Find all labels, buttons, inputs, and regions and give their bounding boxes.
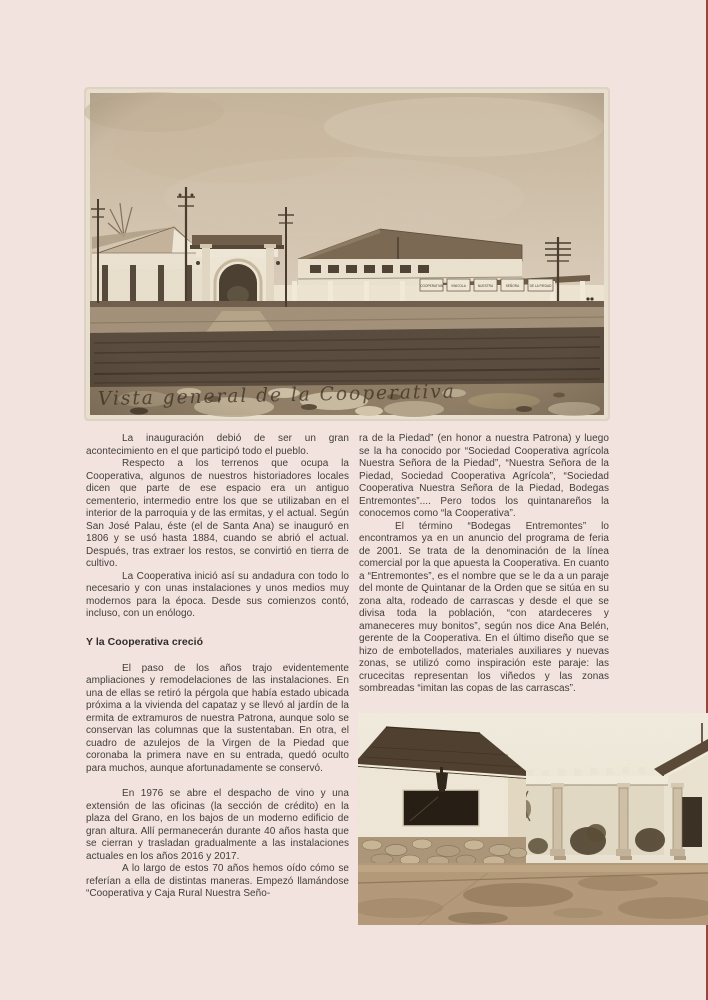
paragraph: En 1976 se abre el despacho de vino y una extensión de las oficinas (la sección de crédito) en la plaza del Grano, en los bajos de un moderno edificio de gran altura. Allí permanecerán durante 40 años hasta que se cierran y trasladan gradualmente a las instalaciones actuales en los años 2016 y 2017. — [86, 788, 349, 862]
paragraph: La Cooperativa inició así su andadura con todo lo necesario y con unas instalaciones y unos medios muy modernos para la época. Desde sus comienzos contó, incluso, con un enólogo. — [86, 570, 349, 619]
paragraph: ra de la Piedad” (en honor a nuestra Patrona) y luego se la ha conocido por “Sociedad Cooperativa agrícola Nuestra Señora de la Piedad”, “Nuestra Señora de la Piedad, Sociedad Cooperativa Agrícola”, “Sociedad Cooperativa Nuestra Señora de la Piedad, Bodegas Entremontes”.... Pero todos los quintanareños la conocemos como “la Cooperativa”. — [359, 433, 609, 519]
paragraph: Respecto a los terrenos que ocupa la Cooperativa, algunos de nuestros historiadores locales dicen que parte de ese espacio era un antiguo cementerio, intermedio entre los que se utilizaban en el interior de la parroquia y de las ermitas, y el actual. Según San José Palau, éste (el de Santa Ana) se inauguró en 1806 y se usó hasta 1884, cuando se abrió el actual. Después, tras extraer los restos, se convirtió en tierra de cultivo. — [86, 458, 349, 569]
paragraph: La inauguración debió de ser un gran acontecimiento en el que participó todo el pueblo. — [86, 433, 349, 457]
paragraph: El término “Bodegas Entremontes” lo encontramos ya en un anuncio del programa de feria de 2001. Se trata de la denominación de la línea comercial por la que apuesta la Cooperativa. En cuanto a “Entremontes”, es el nombre que se le da a un paraje del monte de Quintanar de la Orden que se sitúa en su zona alta, rodeado de carrascas y desde el que se divisa toda la población, “con atardeceres y amaneceres muy bonitos”, según nos dice Ana Belén, gerente de la Cooperativa. En el último diseño que se hizo de embotellados, materiales auxiliares y nuevas zonas, se utilizó como inspiración este paraje: las crucecitas representan los viñedos y las zonas sombreadas “imitan las copas de las carrascas”. — [359, 520, 609, 694]
paragraph: A lo largo de estos 70 años hemos oído cómo se referían a ella de distintas maneras. Empezó llamándose “Cooperativa y Caja Rural Nuestra Seño- — [86, 863, 349, 899]
photo-courtyard-art — [358, 713, 708, 925]
photo-courtyard-pergola — [358, 713, 708, 925]
photo-cooperative-exterior — [84, 87, 610, 421]
paragraph: El paso de los años trajo evidentemente ampliaciones y remodelaciones de las instalaciones. En una de ellas se retiró la pérgola que había estado ubicada próxima a la vivienda del capataz y se llevó al jardín de la ermita de extramuros de nuestra Patrona, aunque solo se conservan las columnas que la sustentaban. En otra, el cuadro de azulejos de la Virgen de la Piedad que coronaba la primera nave en su entrada, quedó oculto para muchos, aunque afortunadamente se conservó. — [86, 662, 349, 774]
photo-cooperative-exterior-art — [84, 87, 610, 421]
film-grain — [358, 713, 708, 925]
article-right-column — [359, 433, 609, 696]
section-heading: Y la Cooperativa creció — [86, 635, 204, 648]
article-left-column — [86, 433, 349, 901]
photo-image — [84, 92, 604, 417]
film-grain — [90, 93, 604, 415]
